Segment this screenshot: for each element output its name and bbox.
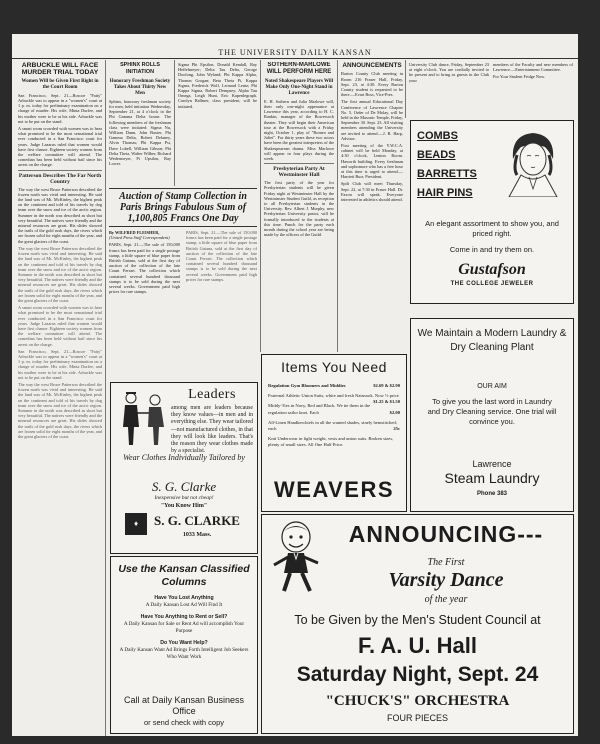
article-arbuckle-subhead: Women Will be Given First Right in the Court Room xyxy=(21,78,99,90)
article-patterson-body-continued: The way the west Bruce Patterson described the frozen north was vivid and interesting. He said the land was of Mt. McKinley, the highest peak on the continent and told of his travels by dog team over the snow and ice of the arctic region. Summer in the north was described as short but very beautiful. The natives were friendly and the mineral resources are great. His slides showed the trails of the gold rush days, the rivers which are frozen solid for eight months of the year, and the great glaciers of the coast. xyxy=(18,245,102,303)
article-sothern-headline: SOTHERN-MARLOWE WILL PERFORM HERE xyxy=(266,62,332,76)
article-sphinx-body: Sphinx, honorary freshman society for men, held initiation Wednesday, September 21, at 4 o'clock in the Phi Gamma Delta house. The following members of the freshman class were initiated: Sigma Nu, William Dunn, John Baxter, Phi Gamma Delta, Robert Delaney, Alvin Thomas; Phi Kappa Psi, Dave Lobell, William Gibson; Phi Delta Theta, Walter Wilber, Richard Wedermeyer, Pi Upsilon, Ray Lower. xyxy=(109,98,171,167)
weavers-ad-headline: Items You Need xyxy=(281,359,387,375)
classified-ad-headline: Use the Kansan Classified Columns xyxy=(118,563,250,588)
weavers-item-3-price: 25c xyxy=(393,426,400,432)
dance-ad-venue: F. A. U. Hall xyxy=(358,633,477,658)
dance-ad-date: Saturday Night, Sept. 24 xyxy=(296,663,539,686)
jeweler-ad-body: An elegant assortment to show you, and priced right. xyxy=(425,219,559,238)
article-arbuckle-body: San Francisco, Sept. 21—Roscoe "Fatty" Arbuckle was to appear in a "women's" court at 1 p. m. today for preliminary examination on a charge of murder. His wife, Minta Durfee, and his mother were to be at his side. Arbuckle was not to be put on the stand. xyxy=(18,92,102,124)
announcements-headline: ANNOUNCEMENTS xyxy=(342,62,402,69)
laundry-ad xyxy=(410,318,574,512)
jeweler-title: THE COLLEGE JEWELER xyxy=(450,281,534,287)
article-arbuckle-body2: A smart room crowded with women was to hear what promised to be the most sensational trial ever conducted in a San Francisco court for years. Judge Lazarus ruled that women would have first chance. Eighteen society women from the welfare committee will attend. The comedian has been held without bail since his arrest on the charge. xyxy=(18,126,102,168)
laundry-name: Steam Laundry xyxy=(444,470,540,486)
university-club-notice-body2: members of the Faculty and new members of Lawrence.—Entertainment Committee. xyxy=(493,62,573,73)
clarke-signature: S. G. Clarke xyxy=(151,479,217,494)
article-auction-body-continued: PARIS, Sept. 21.—The sale of 150,000 francs has been paid for a single postage stamp, a little square of blue paper from British Guiana, sold at the first day of auction of the collection of the late Count Ferrari. The collection which contained several hundred thousand stamps is to be sold during the next several weeks. Government paid high prices for rare stamps. xyxy=(186,230,257,282)
article-patterson-body: The way the west Bruce Patterson described the frozen north was vivid and interesting. He said the land was of Mt. McKinley, the highest peak on the continent and told of his travels by dog team over the snow and ice of the arctic region. Summer in the north was described as short but very beautiful. The natives were friendly and the mineral resources are great. His slides showed the trails of the gold rush days, the rivers which are frozen solid for eight months of the year, and the great glaciers of the coast. xyxy=(18,186,102,244)
article-presbyterian-body: The first party of the year for Presbyterian students will be given Friday night at Westminster Hall by the Westminster Student Guild, as reception to all Presbyterian students in the University. Rev. Albert J. Murphy, new Presbyterian University pastor, will be formally introduced to the students at this time. Punch for the party each month during the school year are being made by the officers of the Guild. xyxy=(264,180,334,238)
article-sphinx-subhead: Honorary Freshman Society Takes About Thirty New Men xyxy=(109,78,171,96)
jeweler-name: Gustafson xyxy=(458,261,526,278)
weavers-item-2-text: Middy-Ties in Navy, Red and Black. We tie them in the regulation sailor knot. Each xyxy=(268,403,371,415)
classified-answer-rent-sell: A Daily Kansan for Sale or Rent Ad will accomplish Your Purpose xyxy=(123,621,245,634)
article-arbuckle-body-continued-2: San Francisco, Sept. 21—Roscoe "Fatty" Arbuckle was to appear in a "women's" court at 1 p. m. today for preliminary examination on a charge of murder. His wife, Minta Durfee, and his mother were to be at his side. Arbuckle was not to be put on the stand. xyxy=(18,348,102,380)
university-club-notice xyxy=(409,62,489,116)
classified-question-lost: Have You Lost Anything xyxy=(154,595,214,601)
classified-columns-ad xyxy=(110,556,258,734)
clarke-name: S. G. CLARKE xyxy=(154,513,240,528)
article-sothern-subhead: Noted Shakespeare Players Will Make Only One-Night Stand in Lawrence xyxy=(264,78,334,96)
weavers-store-name: WEAVERS xyxy=(273,477,395,502)
article-patterson-headline: Patterson Describes The Far North Country xyxy=(18,170,102,185)
dance-ad-pieces: FOUR PIECES xyxy=(386,713,448,723)
clarke-logo-icon: ♦ xyxy=(125,513,147,535)
jeweler-item-hair-pins: HAIR PINS xyxy=(417,187,473,199)
varsity-dance-ad xyxy=(261,514,574,734)
announcement-barton-county: Barton County Club meeting in Room 216 Fraser Hall, Friday, Sept. 23, at 4:30. Every Barton County student is requested to be there.—Evart Boss, Vice-Pres. xyxy=(341,71,403,98)
student-fridge-notice: For Your Student Fridge Now. xyxy=(493,74,546,80)
weavers-item-2-price: $2.00 xyxy=(389,409,400,415)
laundry-name-top: Lawrence xyxy=(472,459,512,469)
article-presbyterian-headline: Presbyterian Party At Westminster Hall xyxy=(264,163,334,178)
weavers-item-0-text: Regulation Gym Bloomers and Middies xyxy=(268,383,346,388)
announcement-ywca: First meeting of the Y.W.C.A. cabinet will be held Monday, at 4:30 o'clock, Lenton Room. Haworth building. Every freshman and sophomore who has a free hour at this time is urged to attend.—Harriett Burr, President. xyxy=(341,143,403,180)
article-auction-dateline: (United Press Staff Correspondent) xyxy=(109,235,170,241)
dancing-man-illustration xyxy=(266,521,326,595)
article-arbuckle-headline: ARBUCKLE WILL FACE MURDER TRIAL TODAY xyxy=(21,62,99,77)
laundry-aim-label: OUR AIM xyxy=(477,383,507,390)
article-sothern-marlowe xyxy=(264,62,334,352)
laundry-ad-headline: We Maintain a Modern Laundry & Dry Cleaning Plant xyxy=(417,328,567,353)
announcements xyxy=(341,62,403,352)
dance-ad-band: "CHUCK'S" ORCHESTRA xyxy=(325,693,510,709)
weavers-item-4 xyxy=(268,436,400,448)
jeweler-ad xyxy=(410,120,574,304)
article-auction-body: PARIS, Sept. 21.—The sale of 150,000 francs has been paid for a single postage stamp, a little square of blue paper from British Guiana, sold at the first day of auction of the collection of the late Count Ferrari. The collection which contained several hundred thousand stamps is to be sold during the next several weeks. Government paid high prices for rare stamps. xyxy=(109,242,180,295)
article-auction-byline: By WILFRED FLEISHER, xyxy=(109,230,160,235)
article-patterson-body-continued-2: The way the west Bruce Patterson described the frozen north was vivid and interesting. He said the land was of Mt. McKinley, the highest peak on the continent and told of his travels by dog team over the snow and ice of the arctic region. Summer in the north was described as short but very beautiful. The natives were friendly and the mineral resources are great. His slides showed the trails of the gold rush days, the rivers which are frozen solid for eight months of the year, and the great glaciers of the coast. xyxy=(18,381,102,439)
clarke-tailor-ad xyxy=(110,382,258,554)
clarke-ad-tagline: Wear Clothes Individually Tailored by xyxy=(123,453,245,462)
weavers-item-1-price: $1.25 & $1.50 xyxy=(373,399,400,405)
woman-portrait-illustration xyxy=(499,125,567,197)
jeweler-item-beads: BEADS xyxy=(417,149,456,161)
university-club-notice-continued xyxy=(493,62,573,116)
university-club-notice-body: University Club dance, Friday, September 23 at eight o'clock. You are cordially invited to be present and to bring as guests in the Club your xyxy=(409,62,489,83)
article-arbuckle xyxy=(18,62,102,732)
clarke-address: 1033 Mass. xyxy=(182,532,212,538)
dance-ad-headline: ANNOUNCING--- xyxy=(348,521,544,547)
article-auction-headline: Auction of Stamp Collection in Paris Brings Fabulous Sum of 1,100,805 Francs One Day xyxy=(119,191,247,224)
weavers-item-4-text: Knit Underwear in light weight, vests and union suits. Broken sizes, plenty of small sizes. All One Half Price. xyxy=(268,436,394,448)
dance-ad-of-year: of the year xyxy=(424,594,468,605)
jeweler-item-combs: COMBS xyxy=(417,130,458,142)
laundry-phone: Phone 383 xyxy=(476,491,507,497)
classified-ad-cta2: or send check with copy xyxy=(143,718,225,727)
newspaper-page xyxy=(12,34,578,736)
jeweler-item-barretts: BARRETTS xyxy=(417,168,477,180)
weavers-item-1 xyxy=(268,393,400,405)
clarke-motto: Inexpensive but not cheap! xyxy=(154,495,214,501)
announcement-de-molay: The first annual Educational Day Conference of Lawrence Chapter No. 5, Order of De Molay, will be held in the Masonic Temple, Friday, September 30. Sept. 23. All visiting members attending the University are invited to attend.—J. B. Harp, Advisor. xyxy=(341,99,403,141)
article-sphinx-continued-body: Sigma Phi Epsilon, Donald Kendall, Ray Heffelmeyer; Delta Tau Delta, George Doolong, John Wyland; Phi Kappa Alpha, Thomas Grogan; Beta Theta Pi, Kappa Sigma, Frederick Wolf, Leonard Lentz; Phi Kappa Sigma, Robert Dempsey; Alpha Tau Omega, Leigh Hunt, Eric Kapenlegraph. Carolyn Ballmer, class president, will be initiated. xyxy=(178,62,257,109)
weavers-item-1-text: Fraternal Athletic Union Suits, white and fresh Nainsook. Now ½ price xyxy=(268,393,399,399)
announcement-spilt-club: Spilt Club will meet Thursday, Sept. 22, at 7:30 in Fraser Hall. Dr. Faxon will speak. Everyone interested in athletics should attend. xyxy=(341,181,403,203)
weavers-ad xyxy=(261,354,407,512)
laundry-aim: To give you the last word in Laundry and Dry Cleaning service. One trial will convince you. xyxy=(427,397,557,426)
dance-ad-first: The First xyxy=(427,557,465,568)
weavers-item-0 xyxy=(268,383,400,389)
weavers-item-0-price: $2.69 & $2.90 xyxy=(373,383,400,388)
article-sphinx xyxy=(109,62,171,184)
clarke-ad-body: among men are leaders because they know values—in men and in everything else. They wear tailored—not manufactured clothes, in that they will look like leaders. That's the reason they wear clothes made by a specialist. xyxy=(171,405,253,455)
weavers-item-3-text: All-Linen Handkerchiefs in all the wanted shades, sinely hemstitched; each xyxy=(268,419,397,432)
classified-answer-lost: A Daily Kansan Lost Ad Will Find It xyxy=(145,602,223,608)
jeweler-ad-body2: Come in and try them on. xyxy=(449,245,535,254)
article-auction xyxy=(109,188,257,376)
masthead: THE UNIVERSITY DAILY KANSAN xyxy=(12,48,578,59)
dance-ad-given: To be Given by the Men's Student Council at xyxy=(294,613,541,627)
dance-ad-event: Varsity Dance xyxy=(388,569,504,591)
clarke-ad-headline: Leaders xyxy=(188,387,236,402)
article-sothern-body: E. H. Sothern and Julia Marlowe will, their only one-night appearance at Lawrence this year, according to H. C. Rankin, manager of the Bowersock theater. They will begin their American tour at the Bowersock with a Friday night, October 1, play of "Romeo and Juliet". For thirty years these two actors have been the greatest interpreters of the Shakespearean drama. Miss Marlowe will appear in four plays during the week. xyxy=(264,98,334,162)
article-sphinx-headline: SPHINX ROLLS INITIATION xyxy=(120,62,160,76)
article-arbuckle-body-continued: A smart room crowded with women was to hear what promised to be the most sensational trial ever conducted in a San Francisco court for years. Judge Lazarus ruled that women would have first chance. Eighteen society women from the welfare committee will attend. The comedian has been held without bail since his arrest on the charge. xyxy=(18,305,102,347)
classified-question-help: Do You Want Help? xyxy=(160,640,208,646)
clarke-slogan: "You Know Him" xyxy=(160,503,208,509)
classified-answer-help: A Daily Kansan Want Ad Brings Forth Intelligent Job Seekers Who Want Work xyxy=(119,647,249,660)
two-men-illustration xyxy=(117,389,173,447)
classified-question-rent-sell: Have You Anything to Rent or Sell? xyxy=(140,614,228,620)
classified-ad-cta: Call at Daily Kansan Business Office xyxy=(123,695,245,716)
article-sphinx-continued xyxy=(178,62,257,184)
weavers-item-3 xyxy=(268,420,400,432)
